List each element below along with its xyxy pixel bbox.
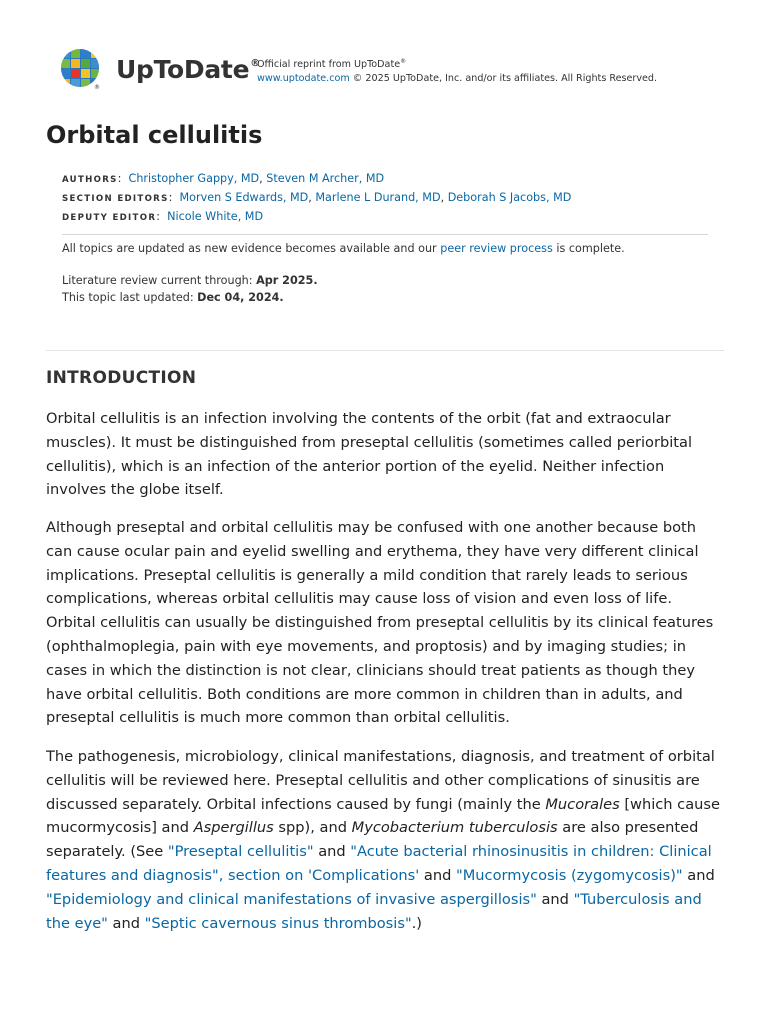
topic-link[interactable]: "Preseptal cellulitis" bbox=[167, 843, 314, 861]
author-link[interactable]: Steven M Archer, MD bbox=[266, 172, 385, 185]
literature-review-info: Literature review current through: Apr 2025. This topic last updated: Dec 04, 2024. bbox=[62, 274, 318, 304]
paragraph: Orbital cellulitis is an infection involving the contents of the orbit (fat and extraocular muscles). It must be distinguished from preseptal cellulitis (sometimes called periorbital cellulitis), which is an infection of the anterior portion of the eyelid. Neither infection involves the globe itself. bbox=[46, 410, 692, 499]
divider bbox=[46, 350, 724, 351]
topic-link[interactable]: "Mucormycosis (zygomycosis)" bbox=[456, 866, 683, 884]
deputy-editor-link[interactable]: Nicole White, MD bbox=[167, 210, 264, 223]
author-link[interactable]: Christopher Gappy, MD bbox=[128, 172, 260, 185]
peer-review-link[interactable]: peer review process bbox=[440, 242, 553, 255]
paragraph: Although preseptal and orbital cellulitis may be confused with one another because both can cause ocular pain and eyelid swelling and erythema, they have very different clinical implications. Preseptal cellulitis is generally a mild condition that rarely leads to serious complications, whereas orbital cellulitis may cause loss of vision and even loss of life. Orbital cellulitis can usually be distinguished from preseptal cellulitis by its clinical features (ophthalmoplegia, pain with eye movements, and proptosis) and by imaging studies; in cases in which the distinction is not clear, clinicians should treat patients as though they have orbital cellulitis. Both conditions are more common in children than in adults, and preseptal cellulitis is much more common than orbital cellulitis. bbox=[46, 519, 714, 727]
brand-name: UpToDate® bbox=[116, 54, 260, 84]
reprint-notice: Official reprint from UpToDate® www.uptodate.com © 2025 UpToDate, Inc. and/or its affiliates. All Rights Reserved. bbox=[257, 58, 658, 84]
section-editors-line: SECTION EDITORS: Morven S Edwards, MD, Marlene L Durand, MD, Deborah S Jacobs, MD bbox=[62, 191, 572, 204]
authors-line: AUTHORS: Christopher Gappy, MD, Steven M Archer, MD bbox=[62, 172, 385, 185]
paragraph: The pathogenesis, microbiology, clinical manifestations, diagnosis, and treatment of orbital cellulitis will be reviewed here. Preseptal cellulitis and other complications of sinusitis are discussed separately. Orbital infections caused by fungi (mainly the Mucorales [which cause mucormycosis] and Aspergillus spp), and Mycobacterium tuberculosis are also presented separately. (See "Preseptal cellulitis" and "Acute bacterial rhinosinusitis in children: Clinical features and diagnosis", section on 'Complications' and "Mucormycosis (zygomycosis)" and "Epidemiology and clinical manifestations of invasive aspergillosis" and "Tuberculosis and the eye" and "Septic cavernous sinus thrombosis".) bbox=[46, 748, 720, 932]
editor-link[interactable]: Marlene L Durand, MD bbox=[315, 191, 441, 204]
editor-link[interactable]: Deborah S Jacobs, MD bbox=[447, 191, 572, 204]
credits-block bbox=[62, 170, 571, 227]
brand-header bbox=[60, 48, 260, 90]
update-note: All topics are updated as new evidence becomes available and our peer review process is complete. bbox=[62, 242, 625, 255]
deputy-editor-line: DEPUTY EDITOR: Nicole White, MD bbox=[62, 210, 264, 223]
topic-link[interactable]: "Acute bacterial rhinosinusitis in children: Clinical features and diagnosis", section on 'Complications' bbox=[46, 843, 712, 884]
uptodate-link[interactable]: www.uptodate.com bbox=[257, 73, 350, 84]
topic-link[interactable]: "Epidemiology and clinical manifestations of invasive aspergillosis" bbox=[46, 890, 537, 908]
page-title: Orbital cellulitis bbox=[46, 121, 263, 149]
section-heading: INTRODUCTION bbox=[46, 368, 197, 388]
divider bbox=[62, 234, 708, 235]
svg-text:®: ® bbox=[94, 84, 100, 90]
editor-link[interactable]: Morven S Edwards, MD bbox=[179, 191, 309, 204]
uptodate-logo-icon bbox=[60, 48, 102, 90]
topic-link[interactable]: "Tuberculosis and the eye" bbox=[46, 890, 702, 932]
topic-link[interactable]: "Septic cavernous sinus thrombosis" bbox=[144, 914, 412, 932]
